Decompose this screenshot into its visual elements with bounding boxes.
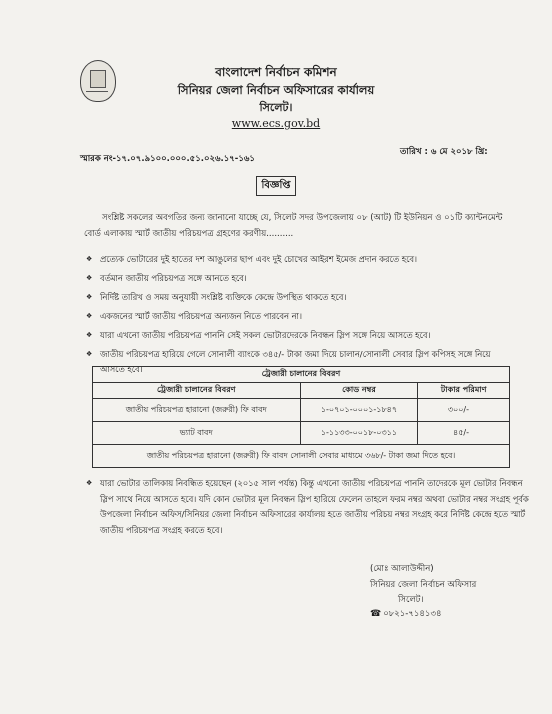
memo-number: স্মারক নং-১৭.০৭.৯১০০.০০০.৫১.০২৬.১৭-১৬১ [80, 154, 255, 164]
fee-amount: ৪৫/- [418, 422, 510, 445]
notice-date: তারিখ : ৬ মে ২০১৮ খ্রি: [400, 147, 488, 157]
table-row [93, 422, 510, 445]
website-link[interactable]: www.ecs.gov.bd [231, 117, 321, 130]
table-header: টাকার পরিমাণ [418, 383, 510, 399]
fee-code: ১-০৭০১-০০০১-১৮৪৭ [300, 399, 418, 422]
signatory-location: সিলেট। [398, 595, 424, 605]
list-item: ❖ জাতীয় পরিচয়পত্র হারিয়ে গেলে সোনালী ব্যাংকে ৩৪৫/- টাকা জমা দিয়ে চালান/সোনালী সেবার স্লিপ কপিসহ সঙ্গে নিয়ে আসতে হবে। [86, 347, 516, 377]
table-footer-note: জাতীয় পরিচয়পত্র হারানো (জরুরী) ফি বাবদ সোনালী সেবার মাধ্যমে ৩৬৮/- টাকা জমা দিতে হবে। [93, 445, 510, 468]
lost-slip-instruction: ❖ যারা ভোটার তালিকায় নিবন্ধিত হয়েছেন (২০১৫ সাল পর্যন্ত) কিন্তু এখনো জাতীয় পরিচয়পত্র পাননি তাদেরকে মূল ভোটার নিবন্ধন স্লিপ সাথে নিয়ে আসতে হবে। যদি কোন ভোটার মূল নিবন্ধন স্লিপ হারিয়ে ফেলেন তাহলে ফরম নম্বর অথবা ভোটার নম্বর সংগ্রহ পূর্বক উপজেলা নির্বাচন অফিস/সিনিয়র জেলা নির্বাচন অফিসারের কার্যালয় হতে জাতীয় পরিচয় নম্বর সংগ্রহ করে নির্দিষ্ট কেন্দ্রে হতে স্মার্ট জাতীয় পরিচয়পত্র সংগ্রহ করতে হবে। [86, 476, 532, 538]
contact-phone [370, 607, 442, 621]
list-item: ❖ একজনের স্মার্ট জাতীয় পরিচয়পত্র অন্যজন নিতে পারবেন না। [86, 309, 516, 324]
phone-icon: ☎ [370, 609, 382, 619]
list-item: ❖ নির্দিষ্ট তারিখ ও সময় অনুযায়ী সংশ্লিষ্ট ব্যক্তিকে কেন্দ্রে উপস্থিত থাকতে হবে। [86, 290, 516, 305]
commission-name: বাংলাদেশ নির্বাচন কমিশন [215, 65, 337, 79]
treasury-challan-table [92, 366, 510, 468]
table-header: ট্রেজারী চালানের বিবরণ [93, 383, 301, 399]
fee-description: ভ্যাট বাবদ [93, 422, 301, 445]
notice-title: বিজ্ঞপ্তি [256, 176, 296, 196]
signatory-name: (মোঃ আলাউদ্দীন) [370, 564, 434, 574]
list-item: ❖ প্রত্যেক ভোটারের দুই হাতের দশ আঙুলের ছাপ এবং দুই চোখের আইরশ ইমেজ প্রদান করতে হবে। [86, 252, 516, 267]
signatory-designation: সিনিয়র জেলা নির্বাচন অফিসার [370, 580, 477, 590]
list-item: ❖ বর্তমান জাতীয় পরিচয়পত্র সঙ্গে আনতে হবে। [86, 271, 516, 286]
fee-description: জাতীয় পরিচয়পত্র হারানো (জরুরী) ফি বাবদ [93, 399, 301, 422]
office-name: সিনিয়র জেলা নির্বাচন অফিসারের কার্যালয় [177, 83, 375, 97]
table-caption: ট্রেজারী চালানের বিবরণ [93, 367, 510, 383]
intro-paragraph: সংশ্লিষ্ট সকলের অবগতির জন্য জানানো যাচ্ছে যে, সিলেট সদর উপজেলায় ০৮ (আট) টি ইউনিয়ন ও ০১টি ক্যান্টনমেন্ট বোর্ড এলাকায় স্মার্ট জাতীয় পরিচয়পত্র গ্রহণের করণীয়.......... [84, 213, 503, 239]
fee-code: ১-১১৩৩-০০১৮-০৩১১ [300, 422, 418, 445]
list-item: ❖ যারা এখনো জাতীয় পরিচয়পত্র পাননি সেই সকল ভোটারদেরকে নিবন্ধন স্লিপ সঙ্গে নিয়ে আসতে হবে। [86, 328, 516, 343]
requirements-list [86, 252, 516, 381]
fee-amount: ৩০০/- [418, 399, 510, 422]
table-header: কোড নম্বর [300, 383, 418, 399]
table-row [93, 399, 510, 422]
phone-number: ০৮২১-৭১৪১৩৪ [383, 609, 442, 619]
office-location: সিলেট। [259, 101, 293, 114]
